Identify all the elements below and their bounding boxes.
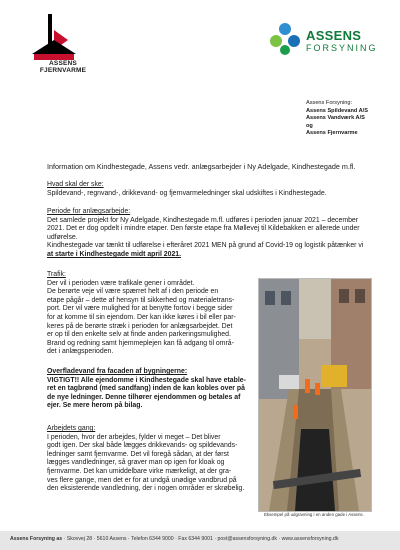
traffic-line: Brand og redning samt hjemmeplejen kan få adgang til områ- [47,339,234,347]
traffic-line: er op til den enkelte selv at finde anden parkeringsmulighed. [47,331,231,339]
section-what [47,181,367,198]
surface-line: de nye ledninger. Denne tilhører ejendommen og betales af [47,393,241,401]
section-work [47,425,255,494]
section-traffic [47,271,255,357]
section-heading: Trafik: [47,271,66,278]
work-line: lægges vandledninger, så graver man op igen for kloak og [47,459,225,467]
letter-title: Information om Kindhestegade, Assens vedr. anlægsarbejder i Ny Adelgade, Kindhestegade m.fl. [47,162,356,171]
assens-forsyning-logo [268,22,388,62]
address-line: Assens Forsyning: [306,100,353,106]
address-line: Assens Fjernvarme [306,130,358,137]
roof-icon [32,40,76,54]
footer-bar [0,531,400,550]
traffic-line: keres på de berørte stræk i perioden for anlægsarbejdet. Det [47,322,233,330]
footer-text [10,536,338,542]
section-text: 2021. Det er dog opdelt i mindre etaper. Den første etape fra Møllevej til Kildebakken er allerede under [47,225,360,233]
address-line: Assens Vandværk A/S [306,115,365,122]
forsyning-dots-icon [268,22,302,56]
section-period [47,208,367,260]
traffic-line: det i anlægsperioden. [47,348,114,356]
surface-line: ret en tagbrønd (med sandfang) inden de kan kobles over på [47,385,245,393]
work-line: den eksisterende vandledning, der i nogen områder er skrøbelig. [47,485,245,493]
section-text: udførelse. [47,233,78,241]
section-text: Kindhestegade var tænkt til udførelse i efteråret 2021 MEN på grund af Covid-19 og logistik påtænker vi [47,242,364,250]
section-heading: Overfladevand fra facaden af bygningerne: [47,368,188,375]
surface-line: ejer. Se mere herom på bilag. [47,402,143,410]
section-text-emphasis: at starte i Kindhestegade midt april 2021. [47,250,182,258]
traffic-line: Der vil i perioden være trafikale gener i området. [47,279,195,287]
excavation-photo [258,278,372,512]
logo-right-line1: ASSENS [306,28,362,43]
work-line: I perioden, hvor der arbejdes, fylder vi meget – Det bliver [47,433,221,441]
assens-fjernvarme-logo [28,10,98,74]
traffic-line: for at komme til sin ejendom. Der kan ikke køres i bil eller par- [47,313,236,321]
work-line: godt igen. Der skal både lægges drikkevands- og spildevands- [47,442,238,450]
logo-left-line2: FJERNVARME [39,67,87,74]
sender-address [306,100,368,138]
traffic-line: De berørte veje vil være spærret helt af i den periode en [47,288,219,296]
traffic-line: etape pågår – dette af hensyn til sikkerhed og materialetrans- [47,296,235,304]
surface-line: VIGTIGT!! Alle ejendomme i Kindhestegade skal have etable- [47,376,246,384]
logo-left-line1: ASSENS [49,60,77,67]
work-line: fjernvarme. Det kan umiddelbare virke mærkeligt, at der gra- [47,467,232,475]
traffic-line: port. Der vil være mulighed for at benytte fortov i begge sider [47,305,233,313]
footer-company: Assens Forsyning as [10,536,63,542]
work-line: ves flere gange, men det er for at undgå unødige vandbrud på [47,476,237,484]
section-text: Det samlede projekt for Ny Adelgade, Kindhestegade m.fl. udføres i perioden januar 2021 – december [47,216,359,224]
section-text: Spildevand-, regnvand-, drikkevand- og fjernvarmeledninger skal udskiftes i Kindhestegade. [47,189,327,197]
logo-right-line2: FORSYNING [306,43,378,53]
address-line: og [306,122,313,129]
section-surface-water [47,368,255,411]
address-line: Assens Spildevand A/S [306,107,368,114]
work-line: ledninger samt fjernvarme. Det vil foregå sådan, at der først [47,450,229,458]
photo-caption: Eksempel på udgravning i en anden gade i Assens. [264,512,364,517]
section-heading: Periode for anlægsarbejde: [47,208,131,215]
section-heading: Arbejdets gang: [47,425,96,432]
footer-contact: · Skovvej 28 · 5610 Assens · Telefon 6344 9000 · Fax 6344 9001 · post@assensforsyning.dk · www.assensforsyning.dk [62,536,339,542]
section-heading: Hvad skal der ske: [47,181,104,188]
